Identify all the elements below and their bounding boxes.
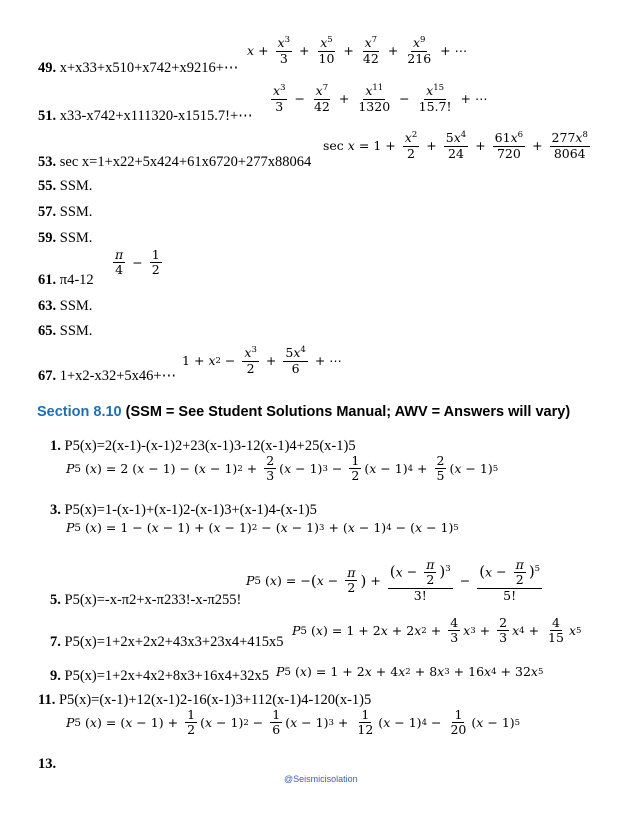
formula-9: P 5 ( x ) = 1 + 2 x + 4 x 2 + 8 x 3 + 16 x 4 + 32 x 5 — [276, 664, 544, 679]
answer-65: 65. SSM. — [38, 323, 93, 339]
formula-67: 1 + x 2 − $\frac{x^3}{2}$ + $\frac{5x^4}{6}$ + ⋯ — [182, 345, 342, 376]
watermark: @Seismicisolation — [284, 774, 358, 784]
answer-3: 3. P5(x)=1-(x-1)+(x-1)2-(x-1)3+(x-1)4-(x-1)5 — [50, 502, 317, 518]
answer-61: 61. π4-12 — [38, 272, 94, 288]
formula-1: P 5 ( x ) = 2 ( x − 1) − ( x − 1) 2 + $\frac{2}{3}$ ( x − 1) 3 − $\frac{1}{2}$ ( x − 1) 4 + $\frac{2}{5}$ ( x − 1) 5 — [66, 453, 499, 484]
answer-5: 5. P5(x)=-x-π2+x-π233!-x-π255! — [50, 592, 242, 608]
formula-49: x + $\frac{x^3}{3}$ + $\frac{x^5}{10}$ + $\frac{x^7}{42}$ + $\frac{x^9}{216}$ + ⋯ — [247, 35, 468, 66]
formula-7: P 5 ( x ) = 1 + 2 x + 2 x 2 + $\frac{4}{3}$ x 3 + $\frac{2}{3}$ x 4 + $\frac{4}{15}$ x 5 — [292, 615, 582, 646]
formula-61: $\frac{\pi}{4}$ − $\frac{1}{2}$ — [115, 247, 160, 278]
answer-7: 7. P5(x)=1+2x+2x2+43x3+23x4+415x5 — [50, 634, 284, 650]
answer-51: 51. x33-x742+x111320-x1515.7!+⋯ — [38, 108, 253, 124]
answer-57: 57. SSM. — [38, 204, 93, 220]
answer-55: 55. SSM. — [38, 178, 93, 194]
answer-1: 1. P5(x)=2(x-1)-(x-1)2+23(x-1)3-12(x-1)4+25(x-1)5 — [50, 438, 356, 454]
answer-11: 11. P5(x)=(x-1)+12(x-1)2-16(x-1)3+112(x-1)4-120(x-1)5 — [38, 692, 372, 708]
section-title: Section 8.10 — [37, 404, 122, 420]
answer-49: 49. x+x33+x510+x742+x9216+⋯ — [38, 60, 239, 76]
answer-59: 59. SSM. — [38, 230, 93, 246]
formula-5: P 5 ( x ) = − ( x − $\frac{\pi}{2}$ ) + (x − $\frac{\pi}{2}$ )$^3$ 3! − (x − $\frac{\pi}{2}$ )$^5$ 5! — [246, 557, 541, 603]
section-heading — [37, 404, 570, 420]
answer-67: 67. 1+x2-x32+5x46+⋯ — [38, 368, 177, 384]
formula-51: $\frac{x^3}{3}$ − $\frac{x^7}{42}$ + $\frac{x^{11}}{1320}$ − $\frac{x^{15}}{15.7!}$ + ⋯ — [273, 83, 488, 114]
formula-53: sec x = 1 + $\frac{x^2}{2}$ + $\frac{5x^4}{24}$ + $\frac{61x^6}{720}$ + $\frac{277x^8}{8064}$ — [323, 130, 588, 161]
answer-63: 63. SSM. — [38, 298, 93, 314]
answer-13: 13. — [38, 756, 57, 772]
section-subtitle: (SSM = See Student Solutions Manual; AWV = Answers will vary) — [125, 404, 571, 420]
formula-3: P 5 ( x ) = 1 − ( x − 1) + ( x − 1) 2 − ( x − 1) 3 + ( x − 1) 4 − ( x − 1) 5 — [66, 520, 459, 535]
formula-11: P 5 ( x ) = ( x − 1) + $\frac{1}{2}$ ( x − 1) 2 − $\frac{1}{6}$ ( x − 1) 3 + $\frac{1}{12}$ ( x − 1) 4 − $\frac{1}{20}$ ( x − 1) 5 — [66, 707, 521, 738]
answer-53: 53. sec x=1+x22+5x424+61x6720+277x88064 — [38, 154, 312, 170]
answer-9: 9. P5(x)=1+2x+4x2+8x3+16x4+32x5 — [50, 668, 270, 684]
